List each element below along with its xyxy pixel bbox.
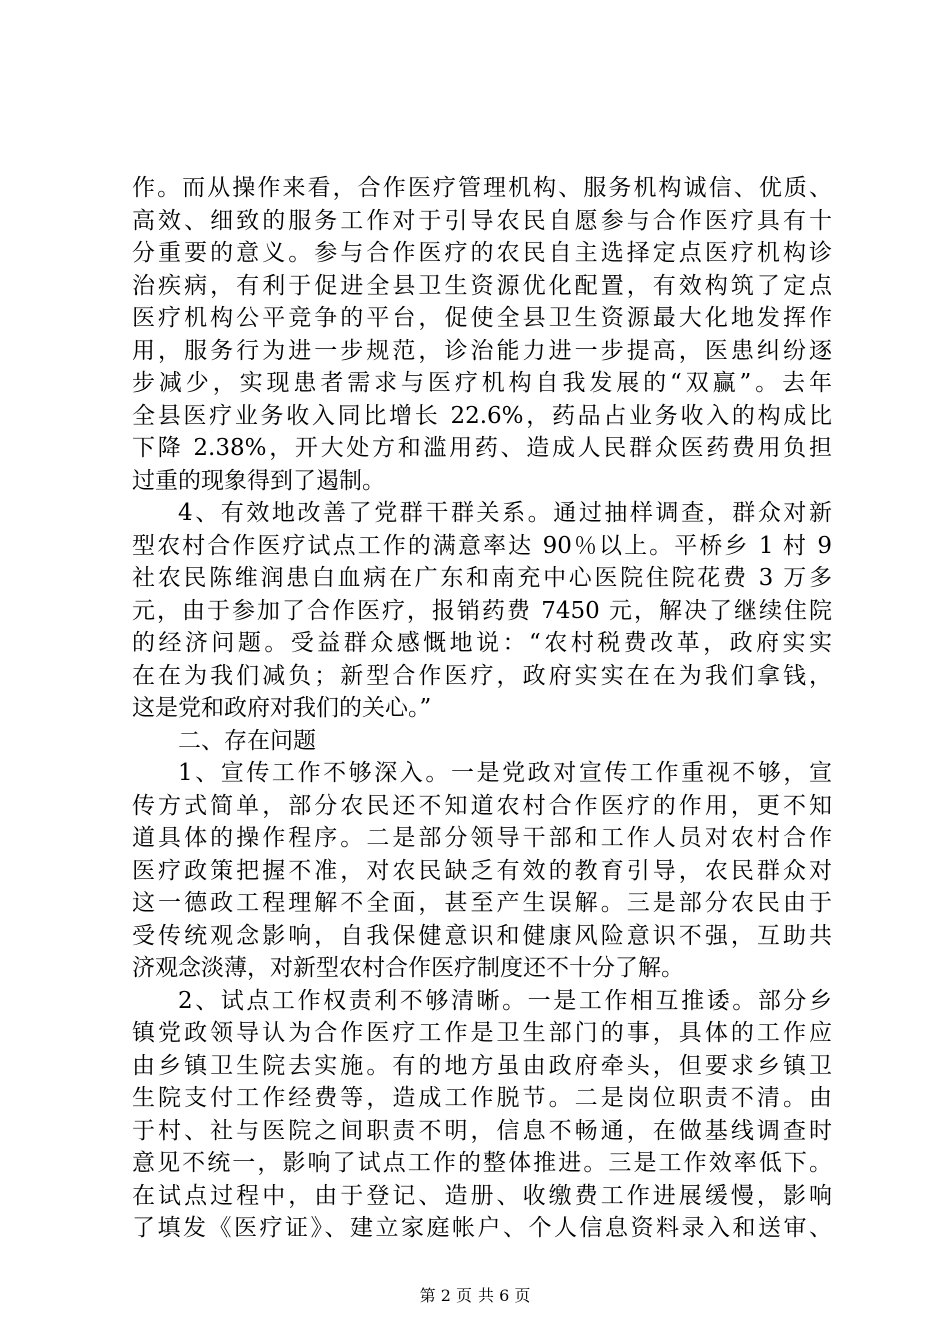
- text-line: 在在为我们减负；新型合作医疗，政府实实在在为我们拿钱，: [132, 662, 832, 689]
- text-line: 全县医疗业务收入同比增长 22.6%，药品占业务收入的构成比: [132, 402, 832, 429]
- text-line: 于村、社与医院之间职责不明，信息不畅通，在做基线调查时: [132, 1117, 832, 1144]
- text-line: 镇党政领导认为合作医疗工作是卫生部门的事，具体的工作应: [132, 1020, 832, 1046]
- text-line: 这一德政工程理解不全面，甚至产生误解。三是部分农民由于: [132, 890, 832, 916]
- paragraph-start: 2、试点工作权责利不够清晰。一是工作相互推诿。部分乡: [178, 987, 832, 1014]
- paragraph-start: 4、有效地改善了党群干群关系。通过抽样调查，群众对新: [178, 500, 832, 526]
- text-line: 传方式简单，部分农民还不知道农村合作医疗的作用，更不知: [132, 792, 832, 819]
- text-line: 过重的现象得到了遏制。: [132, 467, 385, 494]
- document-body: [132, 172, 832, 1245]
- page-footer: [0, 1286, 950, 1306]
- text-line: 分重要的意义。参与合作医疗的农民自主选择定点医疗机构诊: [132, 240, 832, 266]
- page-total: 共 6 页: [478, 1286, 531, 1305]
- page-number: 第 2 页: [419, 1286, 472, 1305]
- paragraph-start: 1、宣传工作不够深入。一是党政对宣传工作重视不够，宣: [178, 760, 832, 786]
- text-line: 下降 2.38%，开大处方和滥用药、造成人民群众医药费用负担: [132, 435, 832, 461]
- text-line: 意见不统一，影响了试点工作的整体推进。三是工作效率低下。: [132, 1150, 832, 1176]
- section-heading: 二、存在问题: [178, 727, 316, 754]
- text-line: 社农民陈维润患白血病在广东和南充中心医院住院花费 3 万多: [132, 565, 832, 591]
- text-line: 由乡镇卫生院去实施。有的地方虽由政府牵头，但要求乡镇卫: [132, 1052, 832, 1079]
- text-line: 医疗政策把握不准，对农民缺乏有效的教育引导，农民群众对: [132, 857, 832, 884]
- text-line: 了填发《医疗证》、建立家庭帐户、个人信息资料录入和送审、: [132, 1215, 832, 1241]
- text-line: 的经济问题。受益群众感慨地说：“农村税费改革，政府实实: [132, 630, 832, 656]
- text-line: 作。而从操作来看，合作医疗管理机构、服务机构诚信、优质、: [132, 175, 832, 201]
- text-line: 型农村合作医疗试点工作的满意率达 90％以上。平桥乡 1 村 9: [132, 532, 832, 559]
- text-line: 用，服务行为进一步规范，诊治能力进一步提高，医患纠纷逐: [132, 337, 832, 364]
- text-line: 道具体的操作程序。二是部分领导干部和工作人员对农村合作: [132, 825, 832, 851]
- text-line: 医疗机构公平竞争的平台，促使全县卫生资源最大化地发挥作: [132, 305, 832, 331]
- text-line: 受传统观念影响，自我保健意识和健康风险意识不强，互助共: [132, 922, 832, 949]
- text-line: 这是党和政府对我们的关心。”: [132, 695, 432, 721]
- text-line: 高效、细致的服务工作对于引导农民自愿参与合作医疗具有十: [132, 207, 832, 234]
- text-line: 济观念淡薄，对新型农村合作医疗制度还不十分了解。: [132, 955, 684, 981]
- text-line: 生院支付工作经费等，造成工作脱节。二是岗位职责不清。由: [132, 1085, 832, 1111]
- text-line: 步减少，实现患者需求与医疗机构自我发展的“双赢”。去年: [132, 370, 832, 396]
- text-line: 元，由于参加了合作医疗，报销药费 7450 元，解决了继续住院: [132, 597, 832, 624]
- text-line: 在试点过程中，由于登记、造册、收缴费工作进展缓慢，影响: [132, 1182, 832, 1209]
- text-line: 治疾病，有利于促进全县卫生资源优化配置，有效构筑了定点: [132, 272, 832, 299]
